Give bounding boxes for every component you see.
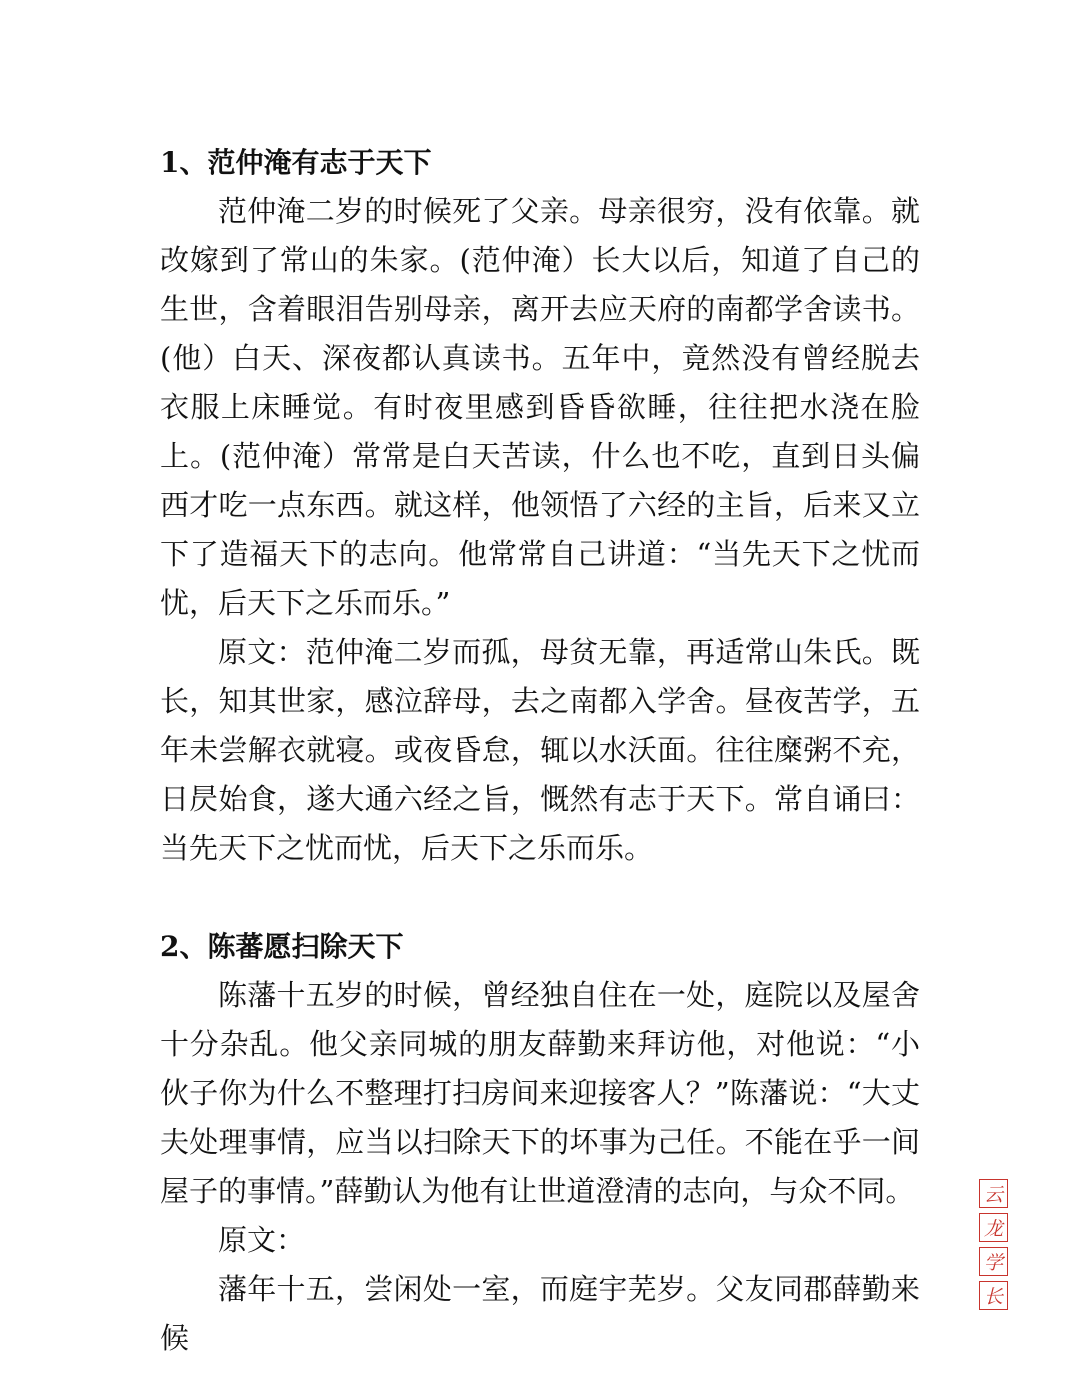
section-2-original: 藩年十五，尝闲处一室，而庭宇芜岁。父友同郡薛勤来候	[160, 1272, 920, 1355]
seal-char: 云	[979, 1179, 1008, 1208]
section-1-heading: 1、范仲淹有志于天下	[160, 146, 432, 179]
seal-char: 龙	[979, 1213, 1008, 1242]
section-1-original: 原文：范仲淹二岁而孤，母贫无靠，再适常山朱氏。既长，知其世家，感泣辞母，去之南都入学舍。昼夜苦学，五年未尝解衣就寝。或夜昏怠，辄以水沃面。往往糜粥不充，日昃始食，遂大通六经之旨，慨然有志于天下。常自诵曰：当先天下之忧而忧，后天下之乐而乐。	[160, 635, 920, 865]
document-body	[160, 138, 920, 1363]
section-1-translation: 范仲淹二岁的时候死了父亲。母亲很穷，没有依靠。就改嫁到了常山的朱家。(范仲淹）长大以后，知道了自己的生世，含着眼泪告别母亲，离开去应天府的南都学舍读书。(他）白天、深夜都认真读书。五年中，竟然没有曾经脱去衣服上床睡觉。有时夜里感到昏昏欲睡，往往把水浇在脸上。(范仲淹）常常是白天苦读，什么也不吃，直到日头偏西才吃一点东西。就这样，他领悟了六经的主旨，后来又立下了造福天下的志向。他常常自己讲道：“当先天下之忧而忧，后天下之乐而乐。”	[160, 194, 920, 620]
section-2-translation: 陈藩十五岁的时候，曾经独自住在一处，庭院以及屋舍十分杂乱。他父亲同城的朋友薛勤来拜访他，对他说：“小伙子你为什么不整理打扫房间来迎接客人？”陈藩说：“大丈夫处理事情，应当以扫除天下的坏事为己任。不能在乎一间屋子的事情。”薛勤认为他有让世道澄清的志向，与众不同。	[160, 978, 920, 1208]
section-2-original-label: 原文：	[218, 1223, 306, 1257]
seal-char: 学	[979, 1247, 1008, 1276]
seal-stamp	[979, 1179, 1010, 1310]
section-2-heading: 2、陈蕃愿扫除天下	[160, 930, 404, 963]
seal-char: 长	[979, 1281, 1008, 1310]
section-divider	[160, 873, 920, 922]
